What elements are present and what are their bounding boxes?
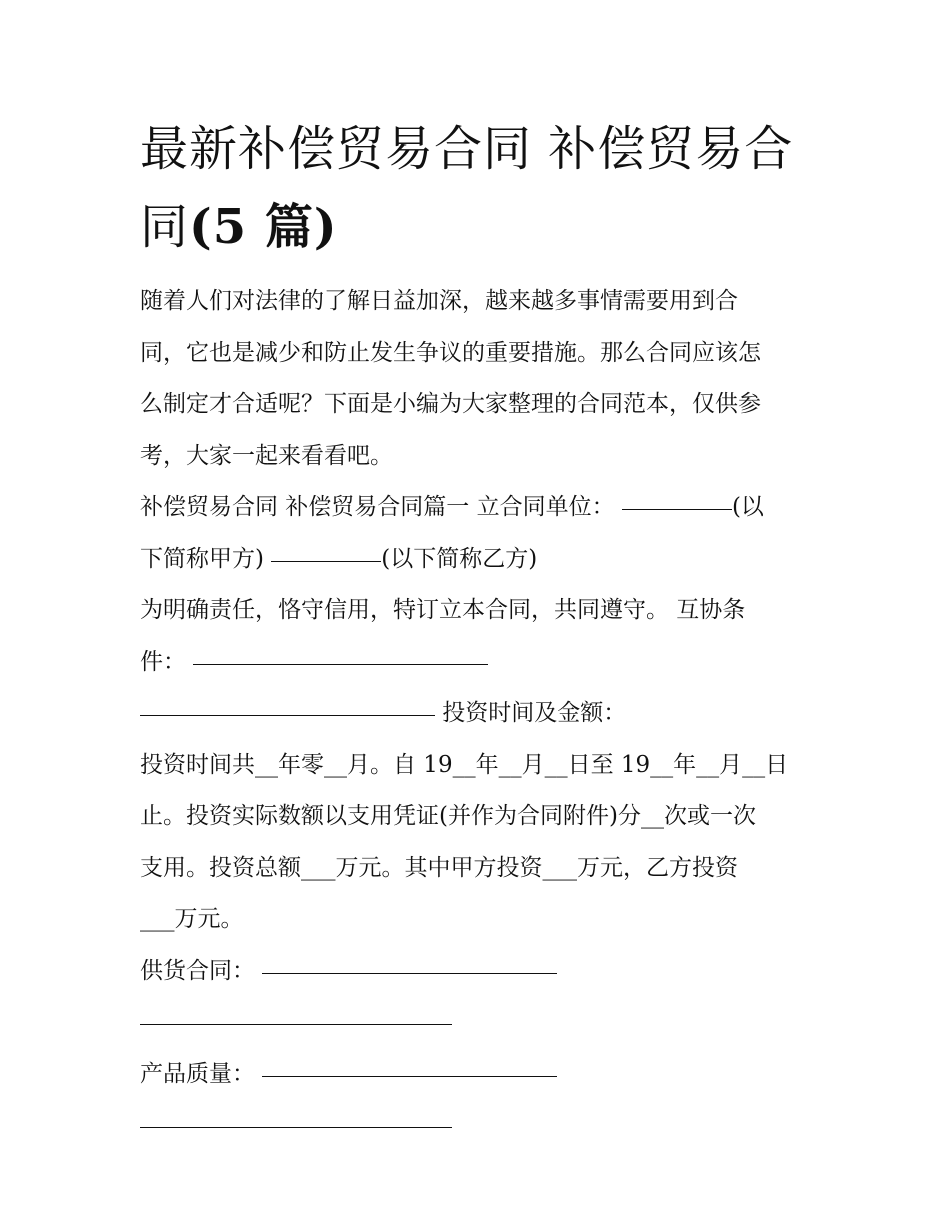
investment-line-3: 支用。投资总额___万元。其中甲方投资___万元，乙方投资 — [140, 854, 738, 881]
title-line-2-suffix: (5 篇) — [189, 199, 338, 255]
product-quality-label: 产品质量： — [140, 1060, 255, 1087]
party-a-blank — [622, 484, 732, 510]
party-b-label: (以下简称乙方) — [381, 545, 538, 572]
supply-contract-continuation — [140, 997, 820, 1049]
investment-line-4: ___万元。 — [140, 906, 244, 932]
supply-contract-label: 供货合同： — [140, 957, 255, 984]
product-quality-continuation — [140, 1100, 820, 1152]
conditions-blank-continued — [140, 690, 435, 716]
investment-heading-line — [140, 688, 820, 740]
contract-parties-label: 补偿贸易合同 补偿贸易合同篇一 立合同单位： — [140, 494, 615, 520]
supply-contract-line — [140, 946, 820, 998]
supply-contract-blank-continued — [140, 999, 452, 1025]
title-line-2-prefix: 同 — [140, 199, 190, 255]
product-quality-line — [140, 1049, 820, 1101]
contract-parties-line-1 — [140, 482, 820, 534]
product-quality-blank-continued — [140, 1102, 452, 1128]
contract-parties-line-2 — [140, 534, 820, 586]
document-body — [140, 276, 820, 1152]
product-quality-blank — [262, 1050, 557, 1076]
party-b-blank — [271, 535, 381, 561]
conditions-label: 件： — [140, 648, 186, 675]
title-line-1: 最新补偿贸易合同 补偿贸易合 — [140, 121, 794, 177]
investment-line-2: 止。投资实际数额以支用凭证(并作为合同附件)分__次或一次 — [140, 803, 756, 829]
conditions-blank — [193, 638, 488, 664]
intro-line-1: 随着人们对法律的了解日益加深，越来越多事情需要用到合 — [140, 288, 738, 314]
document-title — [140, 110, 820, 266]
intro-line-3: 么制定才合适呢？下面是小编为大家整理的合同范本，仅供参 — [140, 391, 761, 417]
investment-line-1: 投资时间共__年零__月。自 19__年__月__日至 19__年__月__日 — [140, 751, 789, 778]
purpose-line: 为明确责任，恪守信用，特订立本合同，共同遵守。 互协条 — [140, 597, 746, 623]
intro-line-4: 考，大家一起来看看吧。 — [140, 442, 393, 469]
party-a-suffix: (以 — [731, 494, 764, 520]
conditions-line — [140, 637, 820, 689]
intro-line-2: 同，它也是减少和防止发生争议的重要措施。那么合同应该怎 — [140, 339, 761, 366]
party-a-label: 下简称甲方) — [140, 545, 272, 572]
investment-heading: 投资时间及金额： — [435, 700, 627, 726]
supply-contract-blank — [262, 947, 557, 973]
